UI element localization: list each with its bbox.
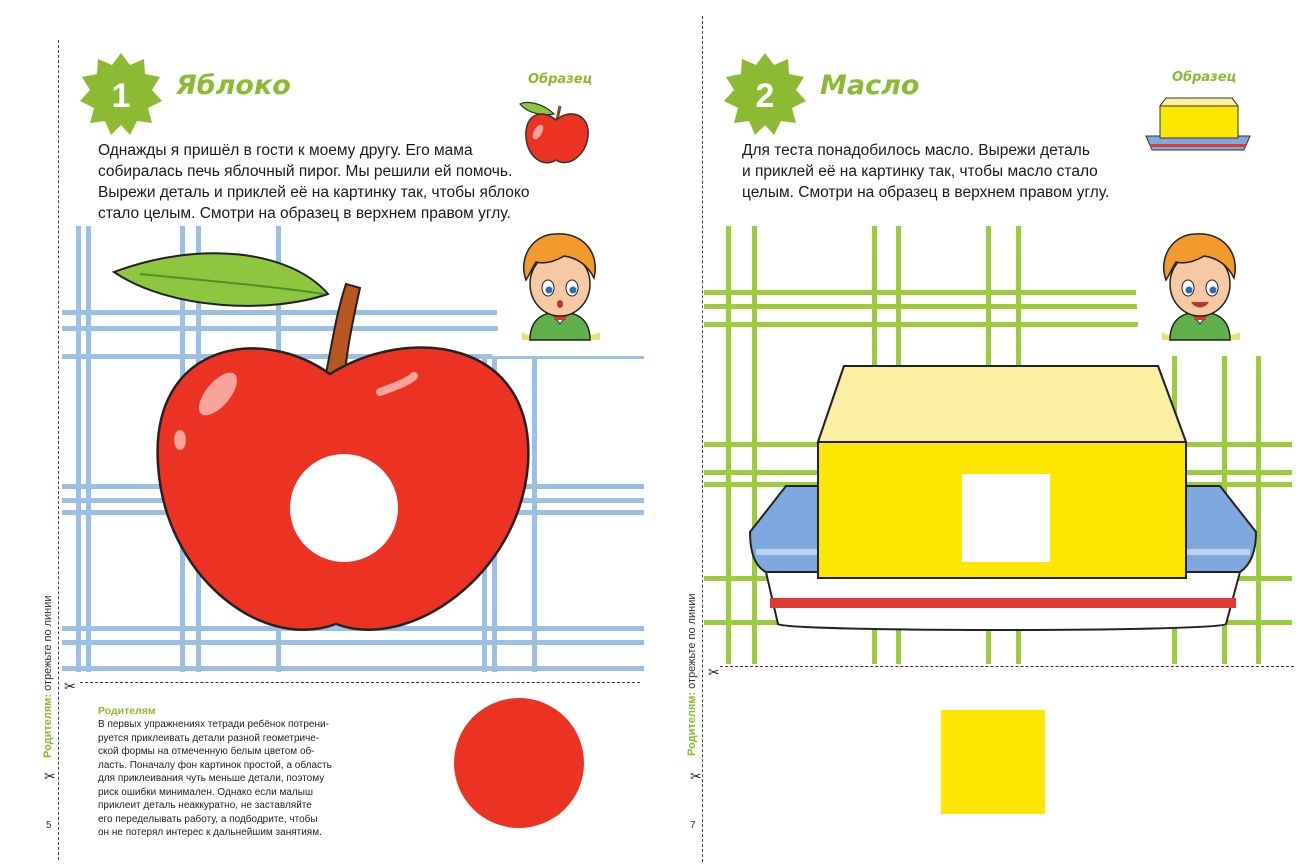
red-circle-cutout[interactable] [454, 698, 584, 828]
side-cut-label [686, 593, 698, 756]
parents-note-line: ской формы на отмеченную белым цветом об- [98, 746, 315, 757]
instruction-line: и приклей её на картинку так, чтобы масло стало [742, 163, 1098, 180]
scissors-icon: ✂ [690, 768, 702, 784]
yellow-square-cutout[interactable] [941, 710, 1045, 814]
scissors-icon: ✂ [64, 678, 76, 694]
scissors-icon: ✂ [708, 664, 720, 680]
apple-image [110, 244, 540, 654]
instructions [98, 140, 529, 224]
sample-label: Образец [528, 72, 593, 87]
parents-note-line: ласть. Поначалу фон картинок простой, а область [98, 759, 332, 771]
side-label-strong: Родителям: [42, 693, 54, 758]
side-label-strong: Родителям: [686, 691, 698, 756]
parents-note-line: руется приклеивать детали разной геометриче- [98, 732, 320, 744]
parents-note-line: для приклеивания чуть меньше детали, поэтому [98, 773, 325, 784]
parents-note-line: он не потерял интерес к дальнейшим занятиям. [98, 827, 322, 838]
instruction-line: Для теста понадобилось масло. Вырежи деталь [742, 142, 1090, 159]
exercise-title: Масло [820, 70, 920, 101]
parents-note-line: В первых упражнениях тетради ребёнок потрени- [98, 719, 329, 730]
fold-line [58, 40, 59, 860]
instructions [742, 140, 1109, 203]
side-cut-label [42, 595, 54, 758]
boy-character-image [1148, 228, 1248, 344]
parents-note-line: приклеит деталь неаккуратно, не заставляйте [98, 800, 312, 811]
sample-label: Образец [1172, 70, 1237, 85]
page-number: 5 [46, 820, 52, 831]
parents-note-line: риск ошибки минимален. Однако если малыш [98, 786, 313, 798]
instruction-line: Однажды я пришёл в гости к моему другу. Его мама [98, 142, 473, 159]
parents-note-title: Родителям [98, 705, 156, 717]
cut-line [80, 682, 640, 683]
exercise-number: 2 [755, 77, 775, 115]
instruction-line: целым. Смотри на образец в верхнем правом углу. [742, 184, 1110, 201]
parents-note-text [98, 718, 388, 840]
butter-dish-image [746, 362, 1260, 636]
sample-butter-image [1142, 94, 1254, 158]
instruction-line: Вырежи деталь и приклей её на картинку так, чтобы яблоко [98, 184, 530, 201]
cut-line [720, 666, 1294, 667]
side-label-rest: отрежьте по линии [42, 595, 54, 694]
parents-note-line: его переделывать работу, а подбодрите, чтобы [98, 813, 318, 825]
side-label-rest: отрежьте по линии [686, 593, 698, 692]
fold-line [702, 16, 703, 862]
right-page [650, 0, 1300, 867]
instruction-line: собиралась печь яблочный пирог. Мы решили ей помочь. [98, 163, 513, 180]
scissors-icon: ✂ [44, 768, 56, 784]
instruction-line: стало целым. Смотри на образец в верхнем правом углу. [98, 205, 511, 222]
exercise-number: 1 [111, 77, 131, 115]
page-number: 7 [690, 820, 696, 831]
exercise-title: Яблоко [176, 70, 291, 101]
